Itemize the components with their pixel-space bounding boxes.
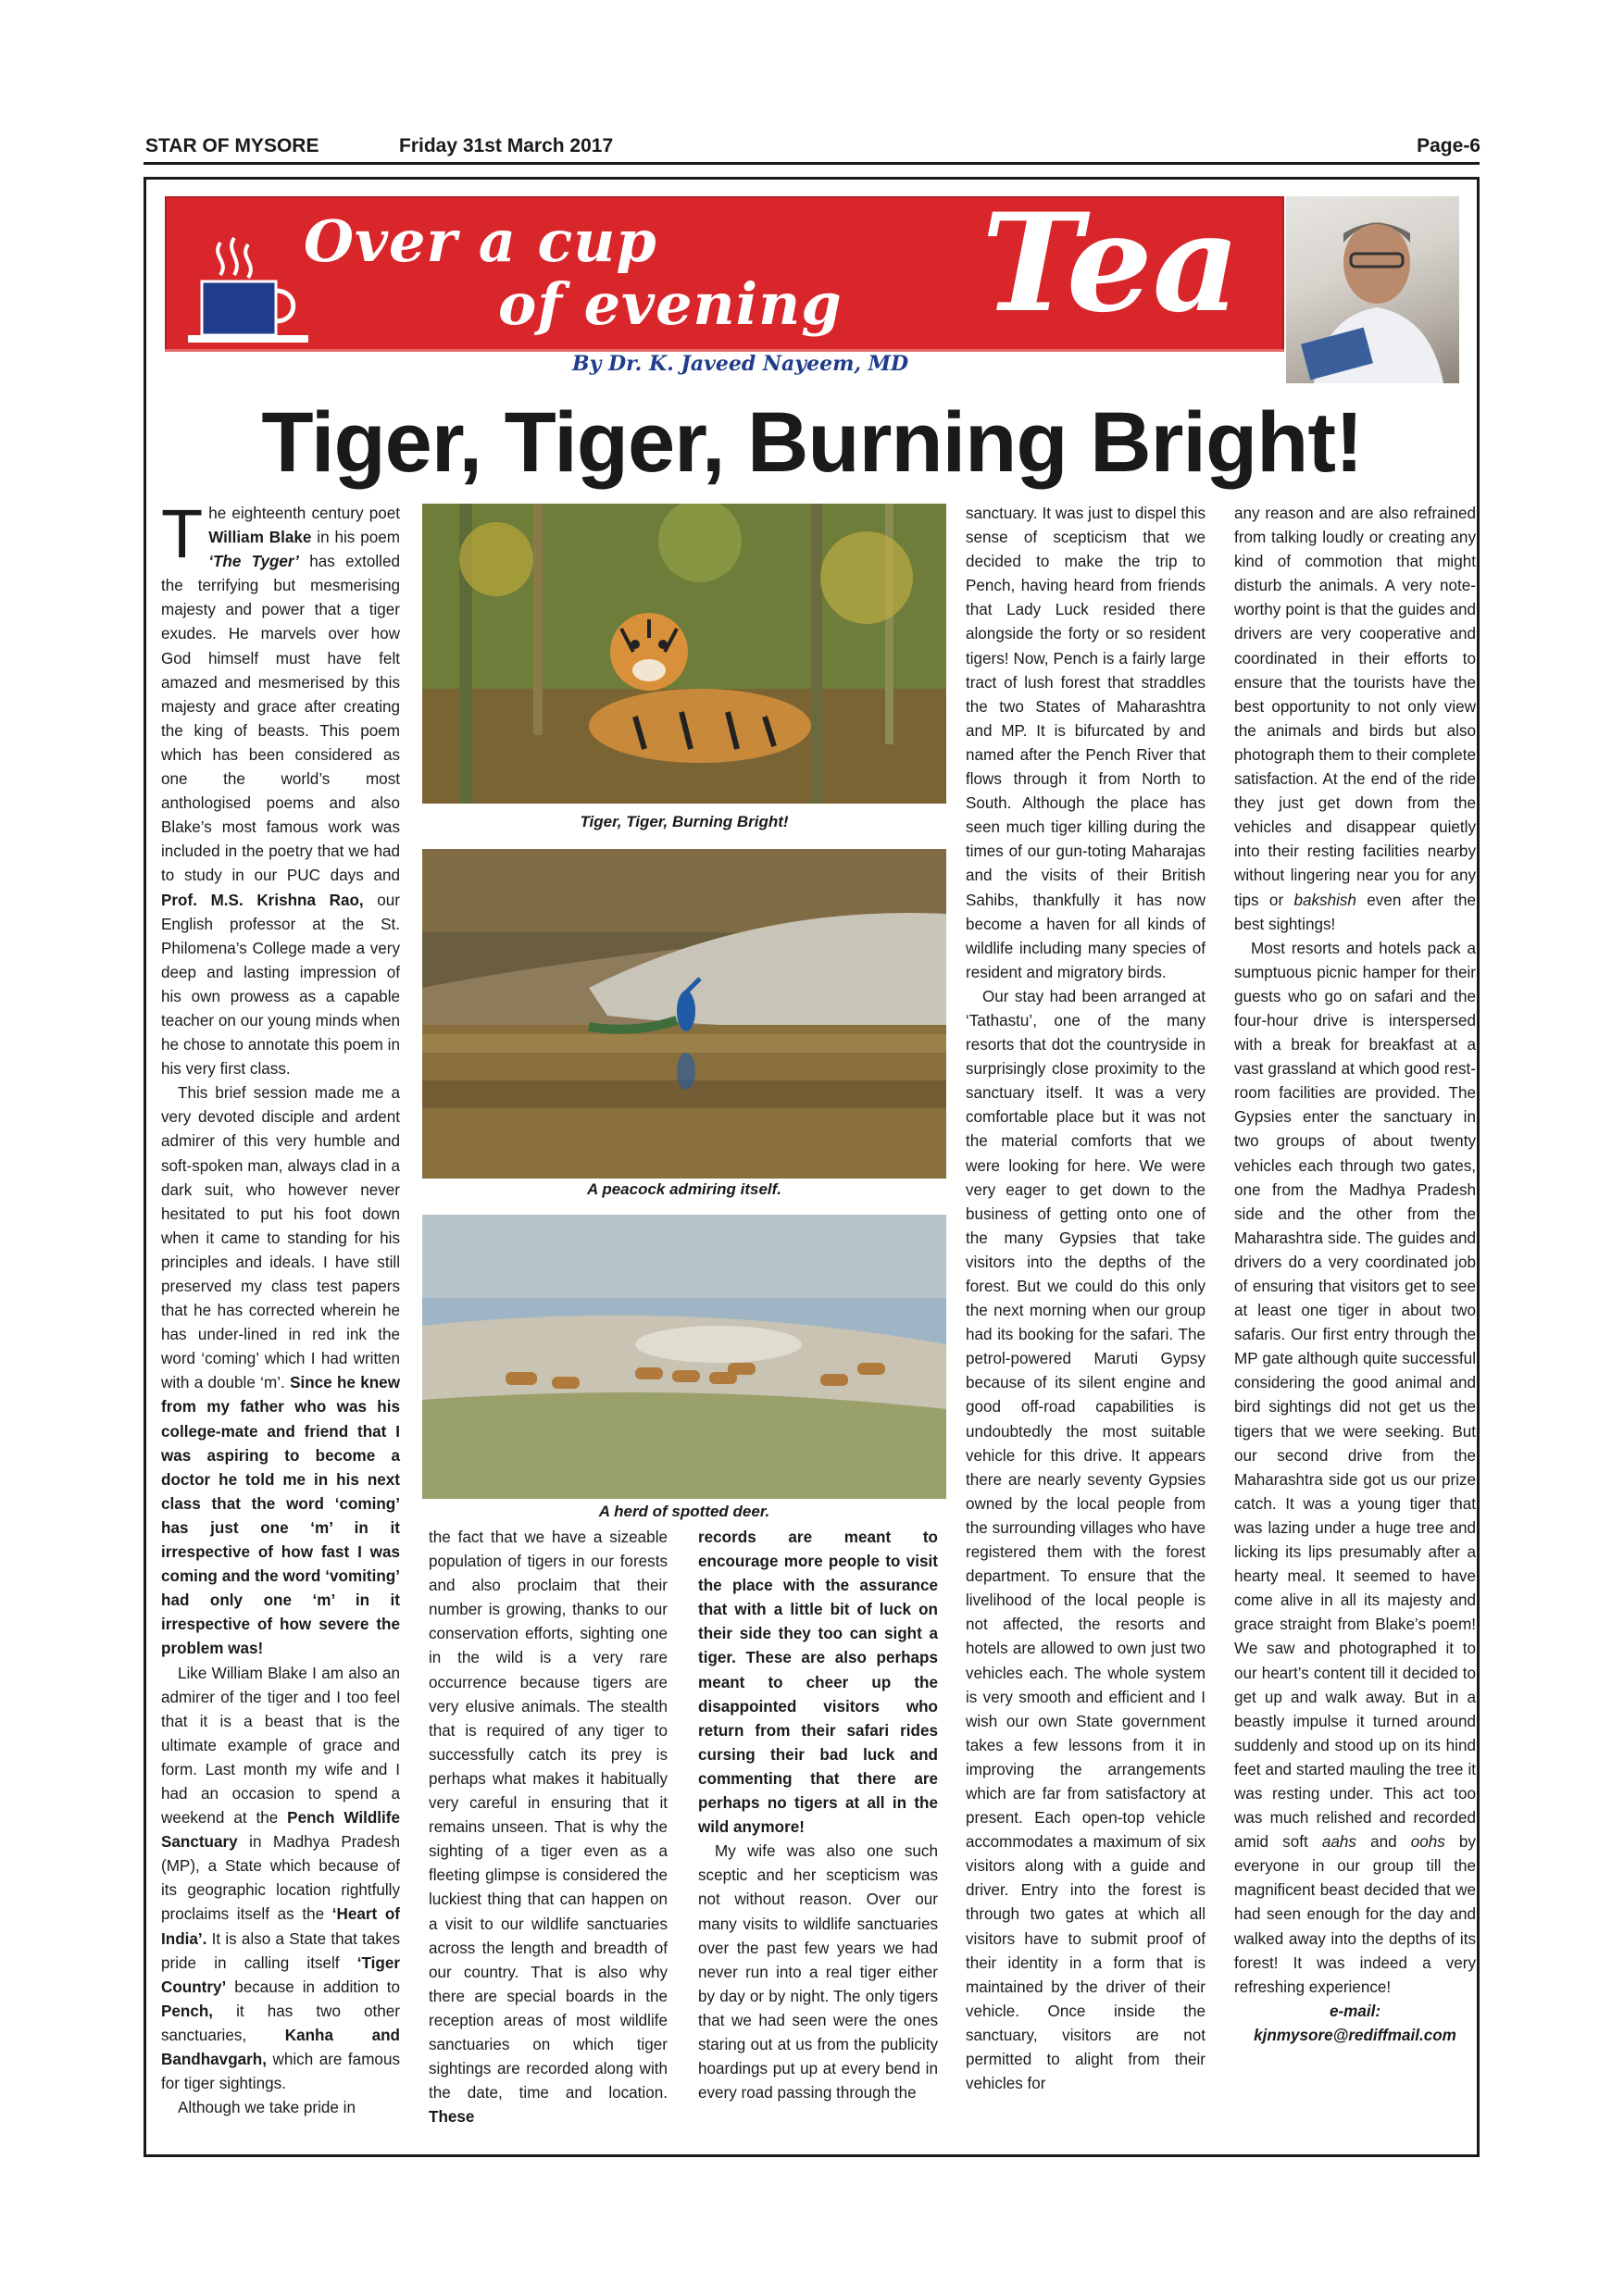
tiger-photo: [422, 504, 946, 804]
article-headline: Tiger, Tiger, Burning Bright!: [261, 395, 1363, 490]
paragraph: The eighteenth century poet William Blake in his poem ‘The Tyger’ has extolled the terrifying but mesmerising majesty and power that a tiger exudes. He marvels over how God himself must have felt amazed and mesmerised by this majesty and grace after creating the king of beasts. This poem which has been considered as one the world’s most anthologised poems and also Blake’s most famous work was included in the poetry that we had to study in our PUC days and Prof. M.S. Krishna Rao, our English professor at the St. Philomena’s College made a very deep and lasting impression of his own prowess as a capable teacher on our young minds when he chose to annotate this poem in his very first class.: [161, 495, 400, 1079]
paragraph: This brief session made me a very devoted disciple and ardent admirer of this very humble and soft-spoken man, always clad in a dark suit, who however never hesitated to put his foot down when it came to standing for his principles and ideals. I have still preserved my class test papers that he has corrected wherein he has under-lined in red ink the word ‘coming’ which I had written with a double ‘m’. Since he knew from my father who was his college-mate and friend that I was aspiring to become a doctor he told me in his next class that the word ‘coming’ has just one ‘m’ in it irrespective of how fast I was coming and the word ‘vomiting’ had only one ‘m’ in it irrespective of how severe the problem was!: [161, 1084, 400, 1658]
banner-title-tea: Tea: [981, 184, 1241, 343]
photo-caption-1: Tiger, Tiger, Burning Bright!: [580, 813, 789, 830]
paragraph: the fact that we have a sizeable population of tigers in our forests and also proclaim that their number is growing, thanks to our conservation efforts, sighting one in the wild is a very rare occurrence because tigers are very elusive animals. The stealth that is required of any tiger to successfully catch its prey is perhaps what makes it habitually very careful in ensuring that it remains unseen. That is why the sighting of a tiger even as a fleeting glimpse is considered the luckiest thing that can happen on a visit to our wildlife sanctuaries across the length and breadth of our country. That is also why there are special boards in the reception areas of most wildlife sanctuaries on which tiger sightings are recorded along with the date, time and location. These: [429, 1529, 668, 2127]
header-rule: [144, 162, 1480, 165]
deer-photo: [422, 1215, 946, 1499]
author-email[interactable]: kjnmysore@rediffmail.com: [1254, 2026, 1456, 2044]
article-column-1: [161, 495, 400, 2140]
paragraph: My wife was also one such sceptic and her scepticism was not without reason. Over our many visits to wildlife sanctuaries over the past few years we had never run into a real tiger either by day or by night. The only tigers that we had seen were the ones staring out at us from the publicity hoardings put up at every bend in every road passing through the: [698, 1842, 938, 2103]
photo-caption-3: A herd of spotted deer.: [598, 1503, 770, 1520]
paragraph: records are meant to encourage more people to visit the place with the assurance that with a little bit of luck on their side they too can sight a tiger. These are also perhaps meant to cheer up the disappointed visitors who return from their safari rides cursing their bad luck and commenting that there are perhaps no tigers at all in the wild anymore!: [698, 1529, 938, 1837]
author-byline: By Dr. K. Javeed Nayeem, MD: [572, 352, 909, 376]
column-banner: [165, 184, 1459, 383]
paragraph: any reason and are also refrained from talking loudly or creating any kind of commotion that might disturb the animals. A very note-worthy point is that the guides and drivers are very cooperative and coordinated in their efforts to ensure that the tourists have the best opportunity to not only view the animals and birds but also photograph them to their complete satisfaction. At the end of the ride they just get down from the vehicles and disappear quietly into their resting facilities nearby without lingering near you for any tips or bakshish even after the best sightings!: [1234, 505, 1476, 933]
banner-title-line1: Over a cup: [304, 207, 657, 275]
peacock-photo: [422, 849, 946, 1179]
photo-caption-2: A peacock admiring itself.: [586, 1180, 782, 1198]
page-number: Page-6: [1417, 135, 1480, 156]
paragraph: Like William Blake I am also an admirer of the tiger and I too feel that it is a beast that is the ultimate example of grace and form. Last month my wife and I had an occasion to spend a weekend at the Pench Wildlife Sanctuary in Madhya Pradesh (MP), a State which because of its geographic location rightfully proclaims itself as the ‘Heart of India’. It is also a State that takes pride in calling itself ‘Tiger Country’ because in addition to Pench, it has two other sanctuaries, Kanha and Bandhavgarh, which are famous for tiger sightings.: [161, 1664, 400, 2093]
article-column-3: [698, 1526, 938, 2140]
paragraph: Although we take pride in: [178, 2099, 356, 2117]
paragraph: Most resorts and hotels pack a sumptuous picnic hamper for their guests who go on safari and the four-hour drive is interspersed with a break for breakfast at a vast grassland at which good rest-room facilities are provided. The Gypsies enter the sanctuary in two groups of about twenty vehicles each through two gates, one from the Madhya Pradesh side and the other from the Maharashtra side. The guides and drivers do a very coordinated job of ensuring that visitors get to see at least one tiger in about two safaris. Our first entry through the MP gate although quite successful considering the good animal and bird sightings did not get us the tigers that we were seeking. But our second drive from the Maharashtra side got us our prize catch. It was a young tiger that was lazing under a huge tree and licking its lips presumably after a hearty meal. It seemed to have come alive in all its majesty and grace straight from Blake’s poem! We saw and photographed it to our heart’s content till it decided to get up and walk away. But in a beastly impulse it turned around suddenly and stood up on its hind feet and started mauling the tree it was resting under. This act too was much relished and recorded amid soft aahs and oohs by everyone in our group till the magnificent beast decided that we had seen enough for the day and walked away into the depths of its forest! It was indeed a very refreshing experience!: [1234, 939, 1476, 1996]
paragraph: Our stay had been arranged at ‘Tathastu’, one of the many resorts that dot the countryside in surprisingly close proximity to the sanctuary itself. It was a very comfortable place but it was not the material comforts that we were looking for here. We were very eager to get down to the business of getting onto one of the many Gypsies that take visitors into the depths of the forest. But we could do this only the next morning when our group had its booking for the safari. The petrol-powered Maruti Gypsy because of its silent engine and good off-road capabilities is undoubtedly the most suitable vehicle for this drive. It appears there are nearly seventy Gypsies owned by the local people from the surrounding villages who have registered them with the forest department. To ensure that the livelihood of the local people is not affected, the resorts and hotels are allowed to own just two vehicles each. The whole system is very smooth and efficient and I wish our own State government takes a few lessons from it in improving the arrangements which are far from satisfactory at present. Each open-top vehicle accommodates a maximum of six visitors along with a guide and driver. Entry into the forest is through two gates at which all visitors have to submit proof of their identity in a form that is maintained by the driver of their vehicle. Once inside the sanctuary, visitors are not permitted to alight from their vehicles for: [966, 987, 1206, 2093]
article-column-2: [429, 1526, 668, 2140]
author-photo: [1286, 196, 1459, 383]
article-column-4: [966, 502, 1206, 2140]
paragraph: sanctuary. It was just to dispel this sense of scepticism that we decided to make the trip to Pench, having heard from friends that Lady Luck resided there alongside the forty or so resident tigers! Now, Pench is a fairly large tract of lush forest that straddles the two States of Maharashtra and MP. It is bifurcated by and named after the Pench River that flows through it from North to South. Although the place has seen much tiger killing during the times of our gun-toting Maharajas and the visits of their British Sahibs, thankfully it has now become a haven for all kinds of wildlife including many species of resident and migratory birds.: [966, 505, 1206, 981]
email-label: e-mail:: [1329, 2002, 1381, 2020]
page-header: [144, 135, 1480, 161]
teacup-icon: [183, 233, 313, 354]
banner-title-line2: of evening: [498, 270, 843, 338]
drop-cap: T: [161, 495, 204, 572]
publication-name: STAR OF MYSORE: [145, 135, 319, 156]
article-column-5: [1234, 502, 1476, 2140]
publication-date: Friday 31st March 2017: [399, 135, 614, 156]
